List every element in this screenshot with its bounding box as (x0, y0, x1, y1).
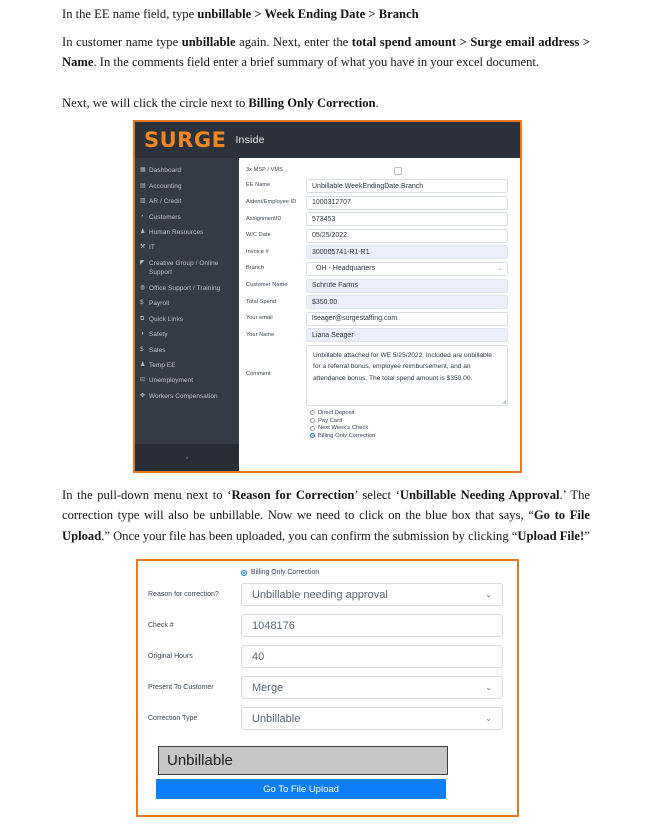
ar-credit-icon: ▥ (140, 197, 146, 205)
unemployment-icon: ⊟ (140, 376, 146, 384)
radio-label: Pay Card (318, 417, 343, 424)
sidebar-item-sales[interactable] (135, 342, 239, 357)
input-ee-name[interactable] (306, 179, 508, 193)
p3-text-c: . (375, 96, 379, 110)
form-row (246, 212, 508, 226)
field-value: Unbillable.WeekEndingDate.Branch (312, 182, 424, 190)
p4-text-f: Go to File Upload (62, 508, 590, 543)
field-value: lseager@surgestaffing.com (312, 315, 398, 323)
p4-text-i: ” (584, 528, 590, 543)
field-value: Unbillable needing approval (252, 588, 388, 601)
field-value: Liana Seager (312, 331, 354, 339)
field-label: Your Name (246, 331, 275, 338)
field-value: 1000312707 (312, 199, 351, 207)
sidebar-item-safety[interactable] (135, 327, 239, 342)
radio-selected-icon (241, 570, 247, 576)
sidebar-item-label: Payroll (149, 300, 170, 308)
field-label: Correction Type (148, 715, 198, 722)
radio-label: Direct Deposit (318, 409, 355, 416)
chevron-down-icon: ⌄ (496, 265, 502, 273)
input-w-c-date[interactable] (306, 229, 508, 243)
input-customer-name[interactable] (306, 279, 508, 293)
field-value: Schrute Farms (312, 282, 358, 290)
p2-text-d: total spend amount > Surge email address > Name (62, 35, 590, 70)
field-label: Aident/Employee ID (246, 198, 297, 205)
radio-label: Next Week's Check (318, 425, 369, 432)
instruction-paragraph-3 (62, 93, 590, 113)
dashboard-icon: ▦ (140, 166, 146, 174)
field-value: OH - Headquarters (316, 265, 376, 273)
sidebar-item-list (135, 158, 239, 444)
form-row (246, 328, 508, 342)
human-resources-icon: ♟ (140, 227, 146, 235)
select-present-to-customer[interactable] (241, 676, 503, 699)
form-row (246, 262, 508, 276)
sidebar-item-label: Customers (149, 213, 181, 221)
billing-only-correction-radio[interactable] (241, 569, 503, 576)
sidebar-item-label: Human Resources (149, 228, 204, 236)
radio-direct-deposit[interactable] (310, 410, 508, 416)
radio-next-week-s-check[interactable] (310, 425, 508, 431)
p4-text-e: .’ The correction type will also be unbillable. Now we need to click on the blue box that says, “ (62, 488, 590, 523)
comment-label: Comment (246, 370, 271, 377)
field-label: Invoice # (246, 248, 269, 255)
correction-panel-screenshot (136, 559, 519, 817)
payment-method-radio-group (310, 410, 508, 439)
p2-text-c: again. Next, enter the (235, 35, 352, 49)
radio-unselected-icon (310, 426, 315, 431)
instruction-paragraph-2 (62, 32, 590, 73)
temp-ee-icon: ♟ (140, 361, 146, 368)
form-row (246, 295, 508, 309)
p3-text-a: Next, we will click the circle next to (62, 96, 249, 110)
p4-text-g: .” Once your file has been uploaded, you can confirm the submission by clicking “ (101, 528, 518, 543)
input-your-email[interactable] (306, 312, 508, 326)
field-label: W/C Date (246, 232, 271, 239)
input-aident-employee-id[interactable] (306, 196, 508, 210)
form-row (246, 229, 508, 243)
accounting-icon: ▤ (140, 181, 146, 189)
radio-billing-only-correction[interactable] (310, 433, 508, 439)
form-row (246, 312, 508, 326)
p2-text-b: unbillable (181, 35, 236, 49)
msp-vms-label: 3x MSP / VMS (246, 166, 283, 173)
sidebar-item-label: Unemployment (149, 377, 194, 385)
correction-field-list (148, 583, 503, 730)
chevron-down-icon: ⌄ (485, 714, 492, 723)
correction-row (148, 583, 503, 606)
field-label: Present To Customer (148, 684, 214, 691)
app-body (135, 158, 520, 471)
sidebar-item-label: Sales (149, 346, 166, 354)
form-row (246, 245, 508, 259)
comment-row (246, 345, 508, 406)
sidebar-item-label: Quick Links (149, 315, 184, 323)
comment-textarea[interactable]: Unbillable attached for WE 5/25/2022. Included are unbillable for a referral bonus, employee reimbursement, and an attendance bonus. The total spend amount is $350.00. (306, 345, 508, 406)
correction-row (148, 676, 503, 699)
p1-text-a: In the EE name field, type (62, 7, 198, 21)
surge-app-screenshot (133, 120, 522, 473)
radio-pay-card[interactable] (310, 418, 508, 424)
correction-form (239, 158, 520, 471)
input-original-hours[interactable] (241, 645, 503, 668)
uploaded-file-name[interactable]: Unbillable (158, 746, 448, 775)
correction-panel (138, 561, 517, 809)
p4-text-b: Reason for Correction (231, 488, 355, 502)
radio-selected-icon (310, 433, 315, 438)
field-label: AssignmentID (246, 215, 282, 222)
sidebar-item-label: Temp EE (149, 362, 176, 369)
field-value: 40 (252, 650, 265, 663)
input-invoice[interactable] (306, 245, 508, 259)
sidebar-item-workers-compensation[interactable] (135, 389, 239, 404)
chevron-left-icon: ‹ (185, 453, 189, 462)
sidebar-item-creative-group-online-support[interactable] (135, 256, 239, 281)
chevron-down-icon: ⌄ (485, 590, 492, 599)
sidebar-item-label: Workers Compensation (149, 392, 218, 400)
field-value: Unbillable (252, 712, 301, 725)
p2-text-a: In customer name type (62, 35, 182, 49)
input-check[interactable] (241, 614, 503, 637)
correction-row (148, 614, 503, 637)
app-subtitle: Inside (235, 134, 265, 146)
workers-compensation-icon: ✥ (140, 391, 146, 399)
correction-row (148, 707, 503, 730)
chevron-down-icon: ⌄ (485, 683, 492, 692)
p4-text-h: Upload File! (517, 528, 585, 543)
app-header (135, 122, 520, 158)
field-label: Branch (246, 265, 265, 272)
field-value: 05/25/2022 (312, 232, 348, 240)
surge-logo: SURGE (144, 127, 227, 152)
sidebar-item-label: Office Support / Training (149, 284, 221, 292)
sidebar (135, 158, 239, 471)
form-row (246, 179, 508, 193)
input-assignmentid[interactable] (306, 212, 508, 226)
msp-vms-checkbox[interactable] (394, 167, 402, 175)
sidebar-item-label: IT (149, 244, 155, 252)
sidebar-item-temp-ee[interactable] (135, 358, 239, 373)
sidebar-item-label: AR / Credit (149, 198, 182, 206)
input-your-name[interactable] (306, 328, 508, 342)
field-value: Merge (252, 681, 284, 694)
sidebar-item-customers[interactable] (135, 209, 239, 224)
field-value: 1048176 (252, 619, 295, 632)
customers-icon: ◔ (140, 212, 144, 220)
go-to-file-upload-button[interactable]: Go To File Upload (156, 779, 446, 799)
sidebar-item-office-support-training[interactable] (135, 281, 239, 296)
sidebar-item-dashboard[interactable] (135, 163, 239, 178)
select-correction-type[interactable] (241, 707, 503, 730)
sidebar-item-accounting[interactable] (135, 178, 239, 193)
form-row (246, 196, 508, 210)
sidebar-item-payroll[interactable] (135, 296, 239, 311)
p4-text-c: ’ select ‘ (354, 488, 400, 502)
p3-text-b: Billing Only Correction (248, 96, 376, 110)
form-field-list (246, 179, 508, 342)
creative-group-icon: ◤ (140, 258, 145, 266)
safety-icon: ◑ (140, 330, 144, 338)
field-value: $350.00 (312, 298, 338, 306)
field-value: 573453 (312, 215, 336, 223)
p4-text-d: Unbillable Needing Approval (399, 488, 560, 502)
sidebar-item-quick-links[interactable] (135, 312, 239, 327)
sidebar-item-ar-credit[interactable] (135, 194, 239, 209)
billing-only-correction-label: Billing Only Correction (251, 569, 320, 576)
sidebar-item-it[interactable] (135, 240, 239, 255)
sidebar-item-human-resources[interactable] (135, 225, 239, 240)
sidebar-item-label: Safety (149, 331, 168, 339)
select-branch[interactable] (306, 262, 508, 276)
field-label: Your email (246, 315, 273, 322)
p1-text-b: unbillable > Week Ending Date > Branch (197, 7, 419, 21)
sidebar-item-label: Accounting (149, 182, 182, 190)
instruction-paragraph-1 (62, 4, 590, 24)
select-reason-for-correction[interactable] (241, 583, 503, 606)
field-value: 300005741-R1-R1 (312, 248, 370, 256)
field-label: Check # (148, 622, 174, 629)
sales-icon: $ (140, 345, 144, 353)
correction-row (148, 645, 503, 668)
field-label: Original Hours (148, 653, 193, 660)
field-label: Total Spend (246, 298, 277, 305)
radio-unselected-icon (310, 410, 315, 415)
sidebar-item-label: Dashboard (149, 167, 182, 175)
field-label: Customer Name (246, 281, 288, 288)
quick-links-icon: ⧉ (140, 314, 145, 322)
radio-label: Billing Only Correction (318, 432, 376, 439)
p4-text-a: In the pull-down menu next to ‘ (62, 488, 232, 502)
payroll-icon: $ (140, 299, 144, 307)
field-label: EE Name (246, 182, 271, 189)
radio-unselected-icon (310, 418, 315, 423)
sidebar-collapse-button[interactable] (135, 444, 239, 471)
it-icon: ⚒ (140, 243, 146, 251)
office-support-icon: ◍ (140, 283, 146, 291)
form-row (246, 279, 508, 293)
instruction-paragraph-4 (62, 485, 590, 546)
msp-vms-row (246, 165, 508, 176)
field-label: Reason for correction? (148, 591, 219, 598)
sidebar-item-unemployment[interactable] (135, 373, 239, 388)
input-total-spend[interactable] (306, 295, 508, 309)
sidebar-item-label: Creative Group / Online Support (149, 259, 219, 277)
p2-text-e: . In the comments field enter a brief summary of what you have in your excel document. (93, 55, 540, 70)
